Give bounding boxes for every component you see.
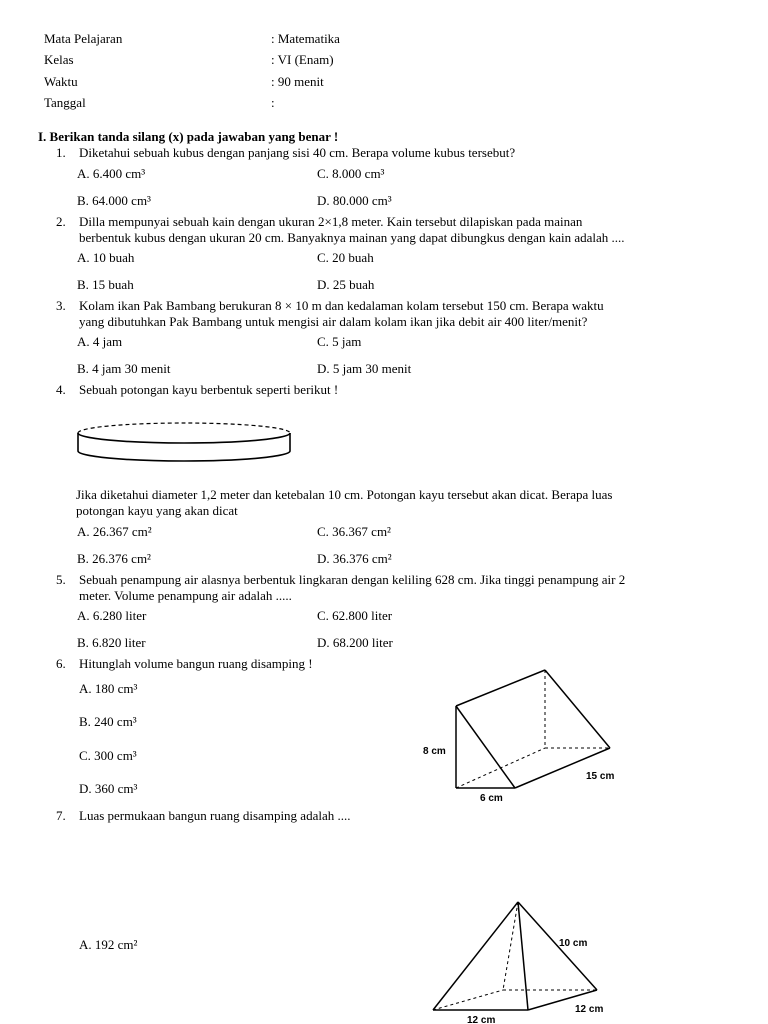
- prism-hidden-base-diagonal: [456, 748, 545, 788]
- subject-value: : Matematika: [271, 31, 340, 46]
- question-5-option-b[interactable]: B. 6.820 liter: [77, 635, 146, 650]
- question-3-option-d[interactable]: D. 5 jam 30 menit: [317, 361, 412, 376]
- time-value: : 90 menit: [271, 74, 324, 89]
- triangular-prism-figure: [420, 668, 625, 803]
- prism-front-hypotenuse: [456, 706, 515, 788]
- question-6-text: Hitunglah volume bangun ruang disamping !: [79, 656, 313, 671]
- disc-bottom-edge: [78, 451, 290, 461]
- prism-width-label: 6 cm: [480, 793, 503, 803]
- question-6-option-c[interactable]: C. 300 cm³: [79, 748, 137, 763]
- question-4-option-a[interactable]: A. 26.367 cm²: [77, 524, 152, 539]
- prism-top-edge: [456, 670, 545, 706]
- question-3-number: 3.: [56, 298, 66, 313]
- disc-top-front-edge: [78, 433, 290, 443]
- subject-label: Mata Pelajaran: [44, 31, 123, 46]
- question-4-number: 4.: [56, 382, 66, 397]
- section-title: I. Berikan tanda silang (x) pada jawaban yang benar !: [38, 129, 339, 144]
- prism-back-hypotenuse: [545, 670, 610, 748]
- question-4-text-line-3: potongan kayu yang akan dicat: [76, 503, 238, 518]
- question-4-text-line-2: Jika diketahui diameter 1,2 meter dan ketebalan 10 cm. Potongan kayu tersebut akan dicat. Berapa luas: [76, 487, 613, 502]
- question-6-option-a[interactable]: A. 180 cm³: [79, 681, 138, 696]
- question-7-number: 7.: [56, 808, 66, 823]
- question-3-text-line-2: yang dibutuhkan Pak Bambang untuk mengisi air dalam kolam ikan jika debit air 400 liter/menit?: [79, 314, 588, 329]
- class-label: Kelas: [44, 52, 74, 67]
- pyramid-edge-front: [518, 902, 528, 1010]
- class-value: : VI (Enam): [271, 52, 334, 67]
- question-3-option-a[interactable]: A. 4 jam: [77, 334, 123, 349]
- question-2-text-line-1: Dilla mempunyai sebuah kain dengan ukuran 2×1,8 meter. Kain tersebut dilapiskan pada mainan: [79, 214, 583, 229]
- question-5-number: 5.: [56, 572, 66, 587]
- prism-bottom-right-edge: [515, 748, 610, 788]
- question-6-option-d[interactable]: D. 360 cm³: [79, 781, 138, 796]
- date-value: :: [271, 95, 275, 110]
- question-6-number: 6.: [56, 656, 66, 671]
- question-7-text: Luas permukaan bangun ruang disamping adalah ....: [79, 808, 351, 823]
- wood-disc-figure: [74, 420, 294, 468]
- question-7-option-a[interactable]: A. 192 cm²: [79, 937, 138, 952]
- question-5-option-a[interactable]: A. 6.280 liter: [77, 608, 147, 623]
- question-1-option-b[interactable]: B. 64.000 cm³: [77, 193, 151, 208]
- question-5-text-line-2: meter. Volume penampung air adalah .....: [79, 588, 292, 603]
- pyramid-base-left-hidden: [433, 990, 503, 1010]
- question-4-text-line-1: Sebuah potongan kayu berbentuk seperti berikut !: [79, 382, 339, 397]
- question-3-option-c[interactable]: C. 5 jam: [317, 334, 362, 349]
- prism-height-label: 8 cm: [423, 746, 446, 757]
- question-1-option-a[interactable]: A. 6.400 cm³: [77, 166, 146, 181]
- question-2-option-d[interactable]: D. 25 buah: [317, 277, 375, 292]
- question-2-option-c[interactable]: C. 20 buah: [317, 250, 374, 265]
- question-6-option-b[interactable]: B. 240 cm³: [79, 714, 137, 729]
- question-1-text: Diketahui sebuah kubus dengan panjang sisi 40 cm. Berapa volume kubus tersebut?: [79, 145, 516, 160]
- prism-length-label: 15 cm: [586, 771, 615, 782]
- question-3-option-b[interactable]: B. 4 jam 30 menit: [77, 361, 171, 376]
- question-2-text-line-2: berbentuk kubus dengan ukuran 20 cm. Banyaknya mainan yang dapat dibungkus dengan kain adalah ....: [79, 230, 625, 245]
- question-4-option-c[interactable]: C. 36.367 cm²: [317, 524, 391, 539]
- disc-top-back-edge: [78, 423, 290, 433]
- question-3-text-line-1: Kolam ikan Pak Bambang berukuran 8 × 10 m dan kedalaman kolam tersebut 150 cm. Berapa waktu: [79, 298, 604, 313]
- question-2-number: 2.: [56, 214, 66, 229]
- question-1-option-d[interactable]: D. 80.000 cm³: [317, 193, 392, 208]
- question-2-option-b[interactable]: B. 15 buah: [77, 277, 134, 292]
- question-4-option-d[interactable]: D. 36.376 cm²: [317, 551, 392, 566]
- question-4-option-b[interactable]: B. 26.376 cm²: [77, 551, 151, 566]
- question-2-option-a[interactable]: A. 10 buah: [77, 250, 135, 265]
- pyramid-base-front-label: 12 cm: [467, 1015, 496, 1024]
- question-5-option-d[interactable]: D. 68.200 liter: [317, 635, 393, 650]
- question-1-number: 1.: [56, 145, 66, 160]
- date-label: Tanggal: [44, 95, 86, 110]
- time-label: Waktu: [44, 74, 78, 89]
- question-1-option-c[interactable]: C. 8.000 cm³: [317, 166, 385, 181]
- question-5-text-line-1: Sebuah penampung air alasnya berbentuk lingkaran dengan keliling 628 cm. Jika tinggi penampung air 2: [79, 572, 626, 587]
- pyramid-slant-label: 10 cm: [559, 938, 588, 949]
- square-pyramid-figure: [425, 898, 625, 1024]
- pyramid-base-right-label: 12 cm: [575, 1004, 604, 1015]
- pyramid-edge-back-hidden: [503, 902, 518, 990]
- question-5-option-c[interactable]: C. 62.800 liter: [317, 608, 393, 623]
- pyramid-edge-left: [433, 902, 518, 1010]
